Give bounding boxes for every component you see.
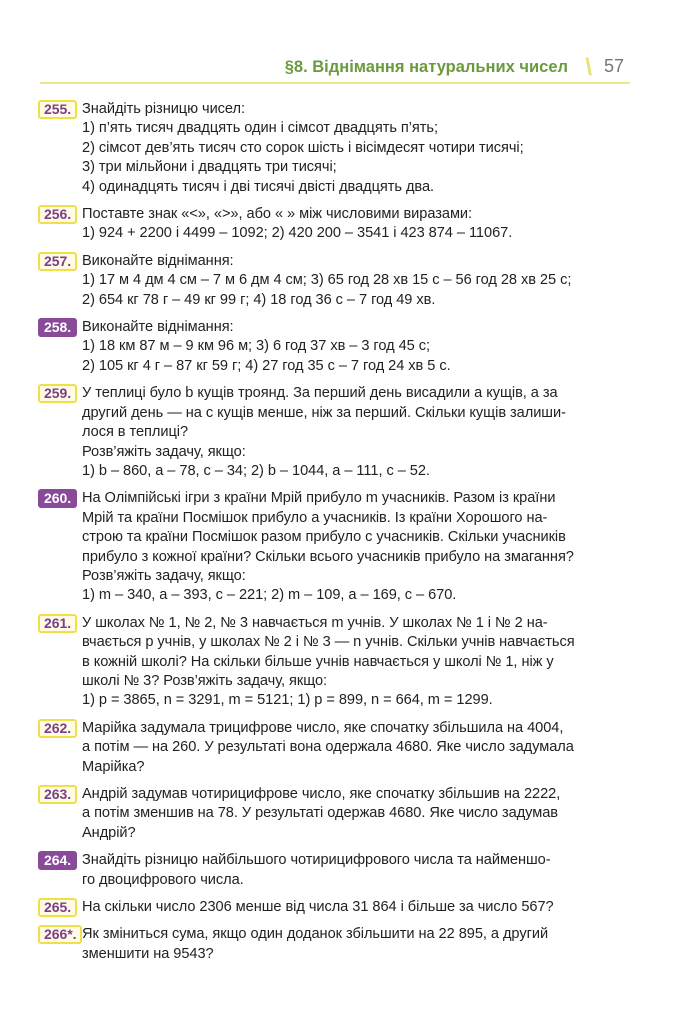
task-number-badge: 257. [38, 252, 77, 271]
task-259 [38, 384, 630, 481]
header-rule [40, 82, 630, 84]
task-number-badge: 263. [38, 785, 77, 804]
task-text-line: Виконайте віднімання: [82, 319, 234, 336]
task-text-line: 1) p = 3865, n = 3291, m = 5121; 1) p = 899, n = 664, m = 1299. [82, 692, 493, 709]
task-text-line: Марійка? [82, 758, 145, 775]
task-265 [38, 898, 630, 917]
task-text-line: Поставте знак «<», «>», або « » між числовими виразами: [82, 206, 473, 223]
task-text-line: 4) одинадцять тисяч і дві тисячі двісті двадцять два. [82, 178, 435, 195]
task-text-line: 1) п’ять тисяч двадцять один і сімсот двадцять п’ять; [82, 120, 438, 137]
task-text-line: Виконайте віднімання: [82, 252, 234, 269]
task-text-line: 3) три мільйони і двадцять три тисячі; [82, 159, 337, 176]
task-text-line: прибуло з кожної країни? Скільки всього учасників прибуло на змагання? [82, 548, 574, 565]
task-text-line: У школах № 1, № 2, № 3 навчається m учнів. У школах № 1 і № 2 на- [82, 614, 548, 631]
task-text-line: 1) b – 860, a – 78, c – 34; 2) b – 1044, a – 111, c – 52. [82, 462, 430, 479]
task-text-line: 2) 105 кг 4 г – 87 кг 59 г; 4) 27 год 35 с – 7 год 24 хв 5 с. [82, 357, 451, 374]
task-255 [38, 100, 630, 197]
task-text-line: го двоцифрового числа. [82, 871, 244, 888]
task-text-line: 1) 17 м 4 дм 4 см – 7 м 6 дм 4 см; 3) 65 год 28 хв 15 с – 56 год 28 хв 25 с; [82, 272, 572, 289]
task-text-line: Знайдіть різницю найбільшого чотирицифрового числа та найменшо- [82, 852, 551, 869]
task-264 [38, 851, 630, 890]
task-text-line: Як зміниться сума, якщо один доданок збільшити на 22 895, а другий [82, 926, 549, 943]
task-text-line: а потім — на 260. У результаті вона одержала 4680. Яке число задумала [82, 739, 574, 756]
task-number-badge: 256. [38, 205, 77, 224]
task-263 [38, 785, 630, 843]
task-text-line: лося в теплиці? [82, 424, 189, 441]
task-text-line: 2) сімсот дев’ять тисяч сто сорок шість і вісімдесят чотири тисячі; [82, 139, 524, 156]
task-text-line: Андрій задумав чотирицифрове число, яке спочатку збільшив на 2222, [82, 786, 561, 802]
task-text-line: У теплиці було b кущів троянд. За перший день висадили a кущів, а за [82, 385, 558, 402]
task-text-line: 1) 18 км 87 м – 9 км 96 м; 3) 6 год 37 хв – 3 год 45 с; [82, 338, 430, 355]
task-number-badge: 264. [38, 851, 77, 870]
page-header [40, 56, 630, 86]
section-title: §8. Віднімання натуральних чисел [284, 58, 568, 76]
exercise-list [38, 100, 630, 972]
task-text-line: Мрій та країни Посмішок прибуло a учасників. Із країни Хорошого на- [82, 509, 548, 526]
task-text-line: в кожній школі? На скільки більше учнів навчається у школі № 1, ніж у [82, 653, 554, 670]
task-258 [38, 318, 630, 376]
task-text-line: строю та країни Посмішок разом прибуло c учасників. Скільки учасників [82, 529, 566, 546]
task-number-badge: 266*. [38, 925, 82, 944]
task-number-badge: 261. [38, 614, 77, 633]
task-257 [38, 252, 630, 310]
task-number-badge: 259. [38, 384, 77, 403]
header-slash-decoration: \ [585, 54, 592, 81]
task-256 [38, 205, 630, 244]
task-text-line: другий день — на c кущів менше, ніж за перший. Скільки кущів залиши- [82, 404, 566, 421]
task-text-line: Знайдіть різницю чисел: [82, 101, 245, 117]
task-text-line: 1) 924 + 2200 і 4499 – 1092; 2) 420 200 – 3541 і 423 874 – 11067. [82, 225, 513, 242]
task-text-line: 1) m – 340, a – 393, c – 221; 2) m – 109, a – 169, c – 670. [82, 587, 457, 604]
task-text-line: Марійка задумала трицифрове число, яке спочатку збільшила на 4004, [82, 719, 564, 736]
task-text-line: Розв’яжіть задачу, якщо: [82, 567, 246, 584]
task-text-line: а потім зменшив на 78. У результаті одержав 4680. Яке число задумав [82, 805, 559, 822]
task-number-badge: 262. [38, 719, 77, 738]
task-text-line: школі № 3? Розв’яжіть задачу, якщо: [82, 672, 328, 689]
task-266 [38, 925, 630, 964]
task-number-badge: 255. [38, 100, 77, 119]
task-text-line: зменшити на 9543? [82, 945, 214, 962]
task-text-line: На Олімпійські ігри з країни Мрій прибуло m учасників. Разом із країни [82, 490, 556, 507]
task-260 [38, 489, 630, 605]
task-number-badge: 258. [38, 318, 77, 337]
task-number-badge: 260. [38, 489, 77, 508]
task-262 [38, 719, 630, 777]
task-text-line: Андрій? [82, 824, 136, 841]
task-text-line: вчається p учнів, у школах № 2 і № 3 — n учнів. Скільки учнів навчається [82, 634, 575, 651]
task-261 [38, 614, 630, 711]
task-text-line: Розв’яжіть задачу, якщо: [82, 443, 246, 460]
page-number: 57 [603, 56, 624, 76]
task-text-line: На скільки число 2306 менше від числа 31 864 і більше за число 567? [82, 899, 554, 916]
task-number-badge: 265. [38, 898, 77, 917]
task-text-line: 2) 654 кг 78 г – 49 кг 99 г; 4) 18 год 36 с – 7 год 49 хв. [82, 291, 436, 308]
